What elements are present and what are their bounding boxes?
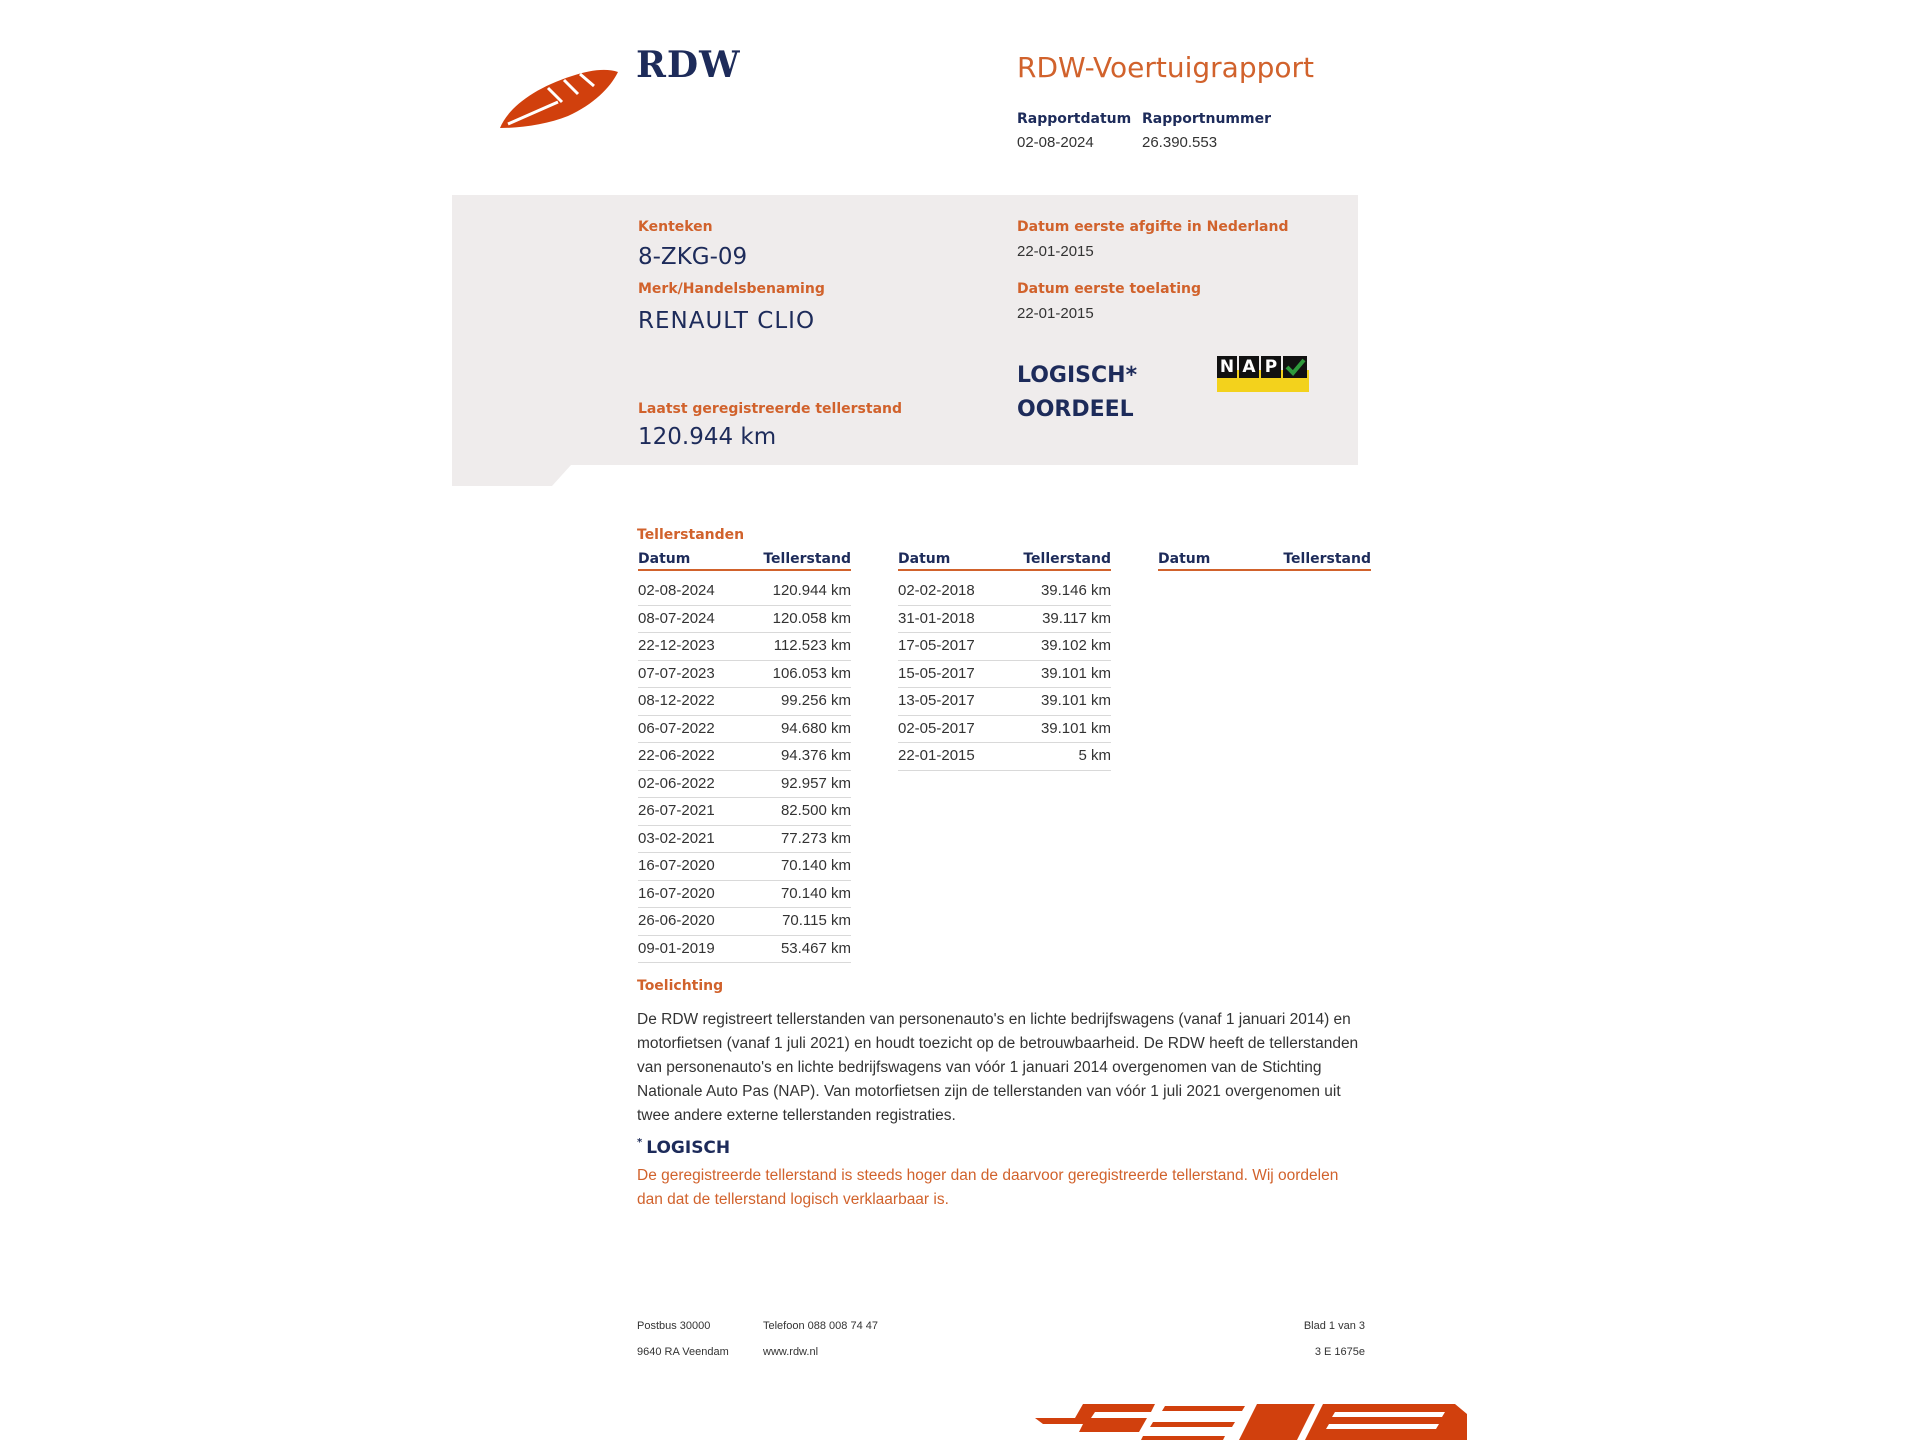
reading-date: 03-02-2021: [638, 829, 715, 847]
odometer-value: 120.944 km: [638, 424, 777, 450]
readings-table-1: [638, 551, 851, 964]
rdw-feather-logo-icon: [498, 62, 620, 130]
reading-date: 26-07-2021: [638, 802, 715, 819]
reading-km: 82.500 km: [780, 802, 851, 819]
readings-header: [638, 551, 851, 571]
reading-row: [898, 634, 1111, 661]
plate-value: 8-ZKG-09: [638, 244, 748, 270]
col-date-header: Datum: [898, 551, 951, 567]
reading-row: [638, 937, 851, 964]
reading-km: 39.117 km: [1042, 609, 1111, 627]
col-reading-header: Tellerstand: [1023, 551, 1111, 567]
reading-date: 02-02-2018: [898, 582, 975, 599]
reading-date: 15-05-2017: [898, 664, 975, 682]
reading-date: 02-05-2017: [898, 719, 975, 737]
reading-row: [898, 607, 1111, 634]
explanation-text: De RDW registreert tellerstanden van personenauto's en lichte bedrijfswagens (vanaf 1 januari 2014) en motorfietsen (vanaf 1 juli 2021) en houdt toezicht op de betrouwbaarheid. De RDW heeft de tellerstanden van personenauto's en lichte bedrijfswagens van vóór 1 januari 2014 overgenomen van de Stichting Nationale Auto Pas (NAP). Van motorfietsen zijn de tellerstanden van vóór 1 juli 2021 overgenomen uit twee andere externe tellerstanden registraties.: [637, 1011, 1359, 1124]
reading-date: 17-05-2017: [898, 637, 975, 654]
report-date-value: 02-08-2024: [1017, 134, 1094, 151]
reading-row: [638, 854, 851, 881]
reading-row: [638, 882, 851, 909]
nap-letter-p: P: [1261, 356, 1281, 378]
footer-address: 9640 RA Veendam: [637, 1346, 729, 1358]
explanation-title: Toelichting: [637, 978, 724, 994]
report-date-label: Rapportdatum: [1017, 111, 1132, 127]
col-date-header: Datum: [1158, 551, 1211, 567]
check-icon: [1283, 356, 1307, 378]
footnote-heading: [637, 1138, 730, 1158]
readings-body: [898, 579, 1111, 771]
first-issue-nl-value: 22-01-2015: [1017, 243, 1094, 260]
reading-date: 22-12-2023: [638, 637, 715, 654]
reading-date: 16-07-2020: [638, 884, 715, 902]
reading-km: 94.376 km: [780, 747, 851, 764]
reading-date: 09-01-2019: [638, 939, 715, 957]
reading-row: [898, 744, 1111, 771]
report-title: RDW-Voertuigrapport: [1017, 51, 1314, 84]
odometer-label: Laatst geregistreerde tellerstand: [638, 401, 903, 417]
footnote-mark: *: [637, 1137, 643, 1148]
nap-letter-n: N: [1217, 356, 1237, 378]
footnote-title: LOGISCH: [646, 1138, 731, 1158]
first-admission-label: Datum eerste toelating: [1017, 281, 1202, 297]
brand-label: Merk/Handelsbenaming: [638, 281, 825, 297]
reading-km: 39.102 km: [1040, 637, 1111, 654]
verdict-line1: LOGISCH*: [1017, 363, 1138, 388]
readings-body: [638, 579, 851, 963]
reading-date: 06-07-2022: [638, 719, 715, 737]
reading-row: [898, 717, 1111, 744]
footer-code: 3 E 1675e: [1314, 1346, 1365, 1358]
readings-table-3: [1158, 551, 1371, 579]
brand-value: RENAULT CLIO: [638, 308, 816, 334]
reading-date: 31-01-2018: [898, 609, 975, 627]
reading-km: 120.944 km: [772, 582, 851, 599]
reading-row: [638, 607, 851, 634]
decorative-stripes-icon: [1035, 1398, 1467, 1440]
reading-km: 39.101 km: [1040, 664, 1111, 682]
reading-km: 77.273 km: [780, 829, 851, 847]
reading-date: 22-06-2022: [638, 747, 715, 764]
verdict-block: [1017, 359, 1137, 427]
readings-title: Tellerstanden: [637, 527, 745, 543]
reading-date: 22-01-2015: [898, 747, 975, 764]
reading-row: [638, 717, 851, 744]
col-reading-header: Tellerstand: [763, 551, 851, 567]
rdw-logo-text: RDW: [636, 44, 741, 86]
footer-phone: Telefoon 088 008 74 47: [763, 1320, 878, 1332]
reading-row: [898, 579, 1111, 606]
reading-row: [638, 579, 851, 606]
reading-km: 92.957 km: [780, 774, 851, 792]
readings-table-2: [898, 551, 1111, 772]
footer-page-number: Blad 1 van 3: [1303, 1320, 1365, 1332]
plate-label: Kenteken: [638, 219, 713, 235]
reading-km: 120.058 km: [772, 609, 851, 627]
reading-row: [638, 772, 851, 799]
col-reading-header: Tellerstand: [1283, 551, 1371, 567]
reading-row: [898, 662, 1111, 689]
reading-row: [638, 662, 851, 689]
reading-row: [638, 744, 851, 771]
reading-row: [638, 634, 851, 661]
reading-row: [638, 689, 851, 716]
reading-km: 70.140 km: [780, 857, 851, 874]
readings-header: [1158, 551, 1371, 571]
footer-postbus: Postbus 30000: [637, 1320, 711, 1332]
footer-website[interactable]: www.rdw.nl: [763, 1346, 819, 1358]
reading-date: 26-06-2020: [638, 912, 715, 929]
report-number-value: 26.390.553: [1142, 134, 1218, 151]
reading-km: 112.523 km: [773, 637, 851, 654]
reading-km: 99.256 km: [780, 692, 851, 709]
vehicle-info-panel: [452, 195, 1358, 486]
reading-row: [638, 827, 851, 854]
verdict-line2: OORDEEL: [1017, 397, 1134, 422]
reading-km: 39.101 km: [1040, 692, 1111, 709]
nap-badge: [1217, 356, 1309, 392]
reading-row: [638, 909, 851, 936]
reading-date: 07-07-2023: [638, 664, 715, 682]
reading-date: 16-07-2020: [638, 857, 715, 874]
report-number-label: Rapportnummer: [1142, 111, 1271, 127]
reading-km: 53.467 km: [780, 939, 851, 957]
reading-km: 70.115 km: [782, 912, 851, 929]
reading-date: 02-06-2022: [638, 774, 715, 792]
footnote-text: De geregistreerde tellerstand is steeds hoger dan de daarvoor geregistreerde tellerstand. Wij oordelen dan dat de tellerstand logisch verklaarbaar is.: [637, 1167, 1339, 1208]
reading-km: 94.680 km: [780, 719, 851, 737]
col-date-header: Datum: [638, 551, 691, 567]
reading-date: 08-07-2024: [638, 609, 715, 627]
nap-letter-a: A: [1239, 356, 1259, 378]
reading-date: 08-12-2022: [638, 692, 715, 709]
reading-km: 39.101 km: [1040, 719, 1111, 737]
first-admission-value: 22-01-2015: [1017, 305, 1094, 322]
reading-km: 70.140 km: [780, 884, 851, 902]
reading-km: 39.146 km: [1040, 582, 1111, 599]
reading-row: [638, 799, 851, 826]
reading-date: 02-08-2024: [638, 582, 715, 599]
reading-row: [898, 689, 1111, 716]
reading-km: 106.053 km: [772, 664, 851, 682]
readings-header: [898, 551, 1111, 571]
reading-date: 13-05-2017: [898, 692, 975, 709]
first-issue-nl-label: Datum eerste afgifte in Nederland: [1017, 219, 1289, 235]
reading-km: 5 km: [1078, 747, 1111, 764]
